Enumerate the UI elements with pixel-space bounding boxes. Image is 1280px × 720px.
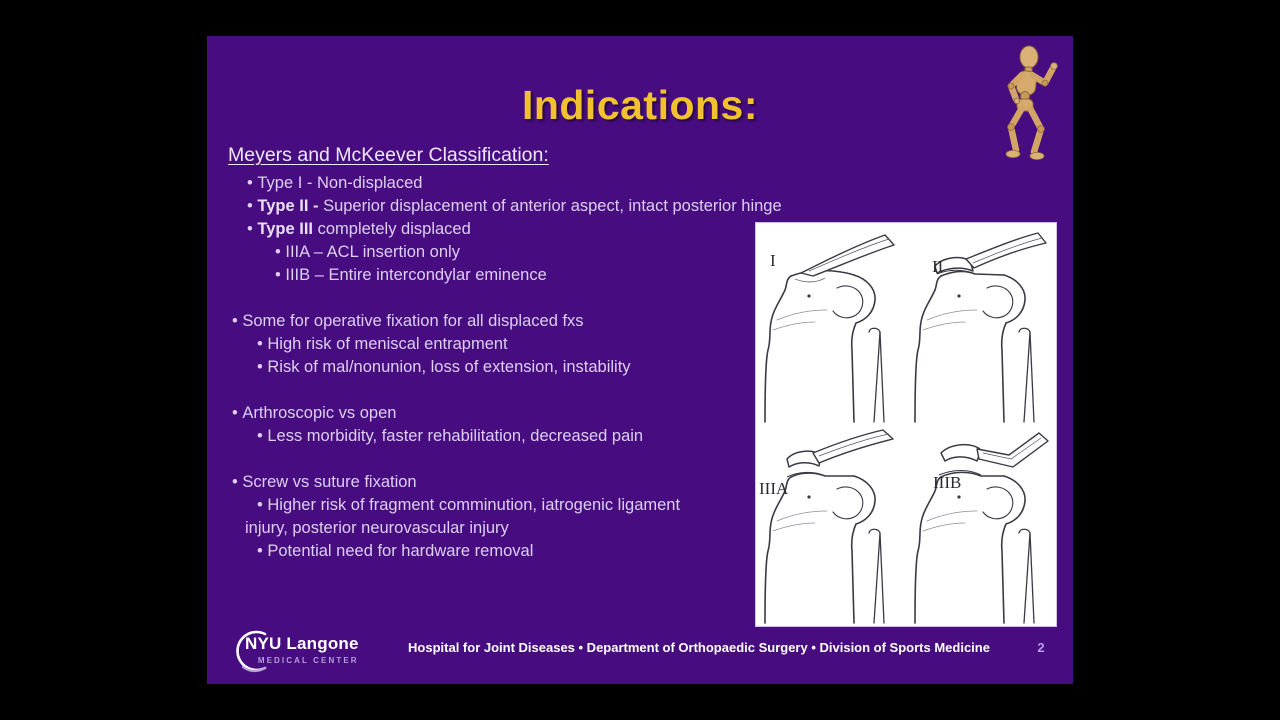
list-item: • Risk of mal/nonunion, loss of extension, instability: [257, 356, 755, 379]
logo-name: NYU Langone: [245, 634, 359, 653]
bullet-group: [207, 310, 755, 379]
presentation-slide: [207, 36, 1073, 684]
list-item: • IIIA – ACL insertion only: [275, 241, 1027, 264]
knee-diagram-type-2: [907, 224, 1057, 424]
knee-diagram-type-3b: [907, 425, 1057, 625]
list-item: • Type I - Non-displaced: [247, 172, 1027, 195]
list-item: • Type III completely displaced: [247, 218, 1027, 241]
knee-diagram-type-1: [757, 224, 907, 424]
classification-figure: [755, 222, 1057, 627]
knee-diagram-type-3a: [757, 425, 907, 625]
figure-label-type-2: II: [932, 257, 944, 276]
list-item: • Less morbidity, faster rehabilitation, decreased pain: [257, 425, 755, 448]
figure-label-type-3b: IIIB: [933, 473, 962, 492]
figure-label-type-3a: IIIA: [759, 479, 789, 498]
bullet-group: [207, 471, 755, 563]
footer-department-text: Hospital for Joint Diseases • Department of Orthopaedic Surgery • Division of Sports Medicine: [408, 640, 990, 655]
list-item: • Type II - Superior displacement of anterior aspect, intact posterior hinge: [247, 195, 1027, 218]
list-item: • High risk of meniscal entrapment: [257, 333, 755, 356]
slide-title: Indications:: [521, 82, 759, 128]
list-item: • Some for operative fixation for all displaced fxs: [232, 310, 755, 333]
list-item: • Arthroscopic vs open: [232, 402, 755, 425]
list-item: • Higher risk of fragment comminution, iatrogenic ligament injury, posterior neurovascular injury: [245, 494, 717, 540]
list-item: • Screw vs suture fixation: [232, 471, 755, 494]
classification-heading: Meyers and McKeever Classification:: [228, 144, 549, 166]
logo-subtitle: MEDICAL CENTER: [257, 656, 359, 665]
list-item: • Potential need for hardware removal: [257, 540, 755, 563]
bullet-group: [207, 402, 755, 448]
slide-page-number: 2: [1037, 640, 1045, 655]
nyu-langone-logo: [229, 628, 399, 676]
list-item: • IIIB – Entire intercondylar eminence: [275, 264, 1027, 287]
figure-label-type-1: I: [770, 251, 776, 270]
